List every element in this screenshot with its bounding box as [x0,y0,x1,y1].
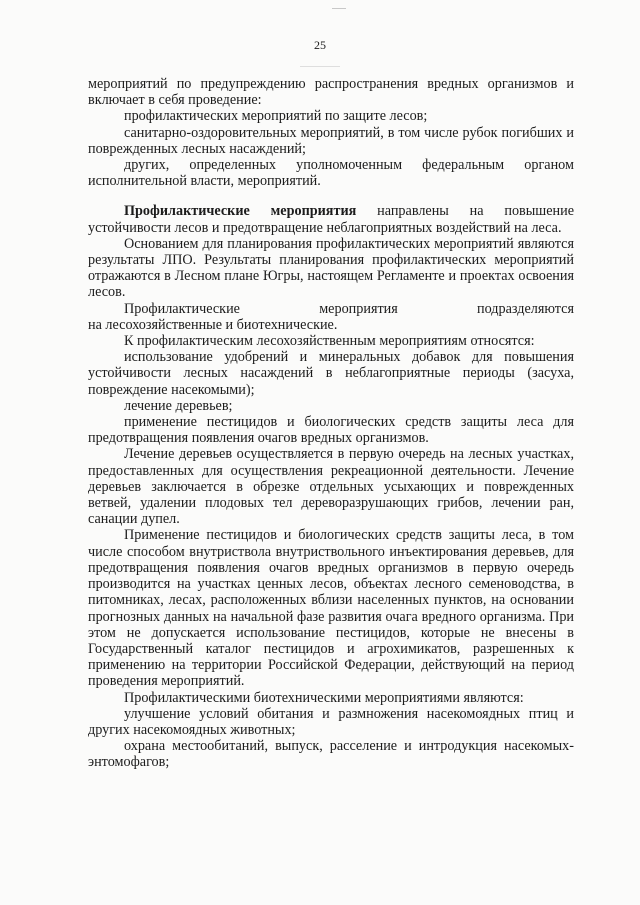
list-item: лечение деревьев; [124,397,233,414]
prevention-term: Профилактические мероприятия [124,203,357,220]
prevention-paragraph [88,203,574,235]
list-item: санитарно-оздоровительных мероприятий, в том числе рубок погибших и поврежденных лесных насаждений; [88,124,574,157]
list-item: охрана местообитаний, выпуск, расселение и интродукция насекомых-энтомофагов; [88,738,574,771]
list-item: профилактических мероприятий по защите лесов; [124,108,428,125]
scan-artifact [300,66,340,67]
intro-paragraph: мероприятий по предупреждению распространения вредных организмов и включает в себя проведение: [88,76,574,109]
list-item: применение пестицидов и биологических средств защиты леса для предотвращения появления очагов вредных организмов. [88,414,574,447]
page-number: 25 [314,38,326,52]
subdivision-line: на лесохозяйственные и биотехнические. [88,316,338,333]
list-item: использование удобрений и минеральных добавок для повышения устойчивости лесных насаждений в неблагоприятные периоды (засуха, повреждение насекомыми); [88,349,574,398]
pesticides-paragraph: Применение пестицидов и биологических средств защиты леса, в том числе способом внутриствола внутриствольного инъектирования деревьев, для предотвращения появления очагов вредных организмов в первую очередь производится на участках ценных лесов, объектах лесного семеноводства, в питомниках, лесах, расположенных вблизи населенных пунктов, на основании прогнозных данных на начальной фазе развития очага вредного организма. При этом не допускается использование пестицидов, которые не внесены в Государственный каталог пестицидов и агрохимикатов, разрешенных к применению на территории Российской Федерации, действующий на период проведения мероприятий. [88,527,574,690]
prevention-text: направлены на повышение устойчивости лесов и предотвращение неблагоприятных воздействий на леса. [88,203,574,236]
silvicultural-intro: К профилактическим лесохозяйственным мероприятиям относятся: [124,333,535,350]
basis-paragraph: Основанием для планирования профилактических мероприятий являются результаты ЛПО. Результаты планирования профилактических мероприятий отражаются в Лесном плане Югры, настоящем Регламенте и проектах освоения лесов. [88,235,574,301]
document-body [88,76,574,771]
treatment-paragraph: Лечение деревьев осуществляется в первую очередь на лесных участках, предоставленных для осуществления рекреационной деятельности. Лечение деревьев заключается в обрезке отдельных усыхающих и поврежденных ветвей, удалении плодовых тел дереворазрушающих грибов, лечении ран, санации дупел. [88,446,574,528]
scan-artifact [332,8,346,9]
biotech-intro: Профилактическими биотехническими мероприятиями являются: [124,689,524,706]
list-item: улучшение условий обитания и размножения насекомоядных птиц и других насекомоядных животных; [88,705,574,738]
list-item: других, определенных уполномоченным федеральным органом исполнительной власти, мероприятий. [88,157,574,190]
subdivision-line: Профилактические мероприятия подразделяются [124,300,574,317]
